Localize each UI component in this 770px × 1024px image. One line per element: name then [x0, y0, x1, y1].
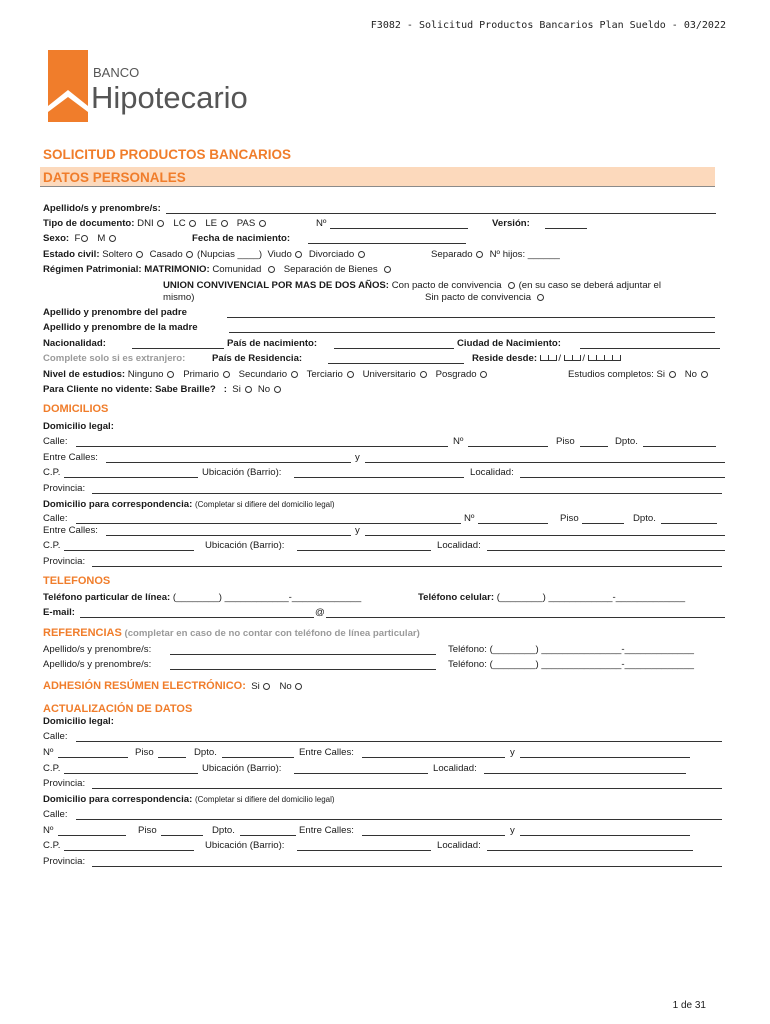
estado-civil-row: Estado civil: Soltero Casado (Nupcias ____) Viudo Divorciado: [43, 249, 366, 260]
nacionalidad-label: Nacionalidad:: [43, 338, 106, 349]
piso-field[interactable]: [580, 446, 608, 447]
completos-no-radio[interactable]: [701, 371, 708, 378]
nro-label: Nº: [316, 218, 327, 229]
apellidos-label: Apellido/s y prenombre/s:: [43, 203, 161, 214]
reside-row: Reside desde: / /: [472, 353, 620, 364]
separacion-radio[interactable]: [384, 266, 391, 273]
act-corr-y-label: y: [510, 825, 515, 836]
calle-label: Calle:: [43, 436, 68, 447]
adhesion-row: ADHESIÓN RESÚMEN ELECTRÓNICO: Si No: [43, 680, 303, 692]
tipo-doc-row: Tipo de documento: DNI LC LE PAS: [43, 218, 267, 229]
corr-nro-field[interactable]: [478, 523, 548, 524]
corr-dpto-field[interactable]: [661, 523, 717, 524]
corr-entre-field-2[interactable]: [365, 535, 725, 536]
pais-nac-field[interactable]: [334, 348, 454, 349]
corr-piso-field[interactable]: [582, 523, 624, 524]
lc-radio[interactable]: [189, 220, 196, 227]
section-heading: DATOS PERSONALES: [43, 170, 186, 185]
sexo-row: Sexo: F M: [43, 233, 117, 244]
corr-cp-field[interactable]: [64, 550, 194, 551]
act-provincia-field[interactable]: [92, 788, 722, 789]
cp-field[interactable]: [64, 477, 198, 478]
ubicacion-field[interactable]: [294, 477, 464, 478]
telefonos-heading: TELEFONOS: [43, 575, 111, 587]
provincia-field[interactable]: [92, 493, 722, 494]
corr-cp-label: C.P.: [43, 540, 61, 551]
svg-text:BANCO: BANCO: [93, 65, 140, 80]
union-row: UNION CONVIVENCIAL POR MAS DE DOS AÑOS: Con pacto de convivencia (en su caso se deberá adjuntar el: [163, 280, 661, 291]
act-corr-dpto-label: Dpto.: [212, 825, 235, 836]
localidad-field[interactable]: [520, 477, 725, 478]
act-corr-localidad-label: Localidad:: [437, 840, 481, 851]
email-field-domain[interactable]: [326, 617, 725, 618]
padre-label: Apellido y prenombre del padre: [43, 307, 187, 318]
act-calle-label: Calle:: [43, 731, 68, 742]
ref-tel-row-2: Teléfono: (________) _______________-_____________: [448, 659, 694, 670]
completos-row: Estudios completos: Si No: [568, 369, 709, 380]
extranjero-label: Complete solo si es extranjero:: [43, 353, 186, 364]
corr-piso-label: Piso: [560, 513, 579, 524]
adhesion-si-radio[interactable]: [263, 683, 270, 690]
act-ubicacion-label: Ubicación (Barrio):: [202, 763, 282, 774]
y-label: y: [355, 452, 360, 463]
act-corr-provincia-field[interactable]: [92, 866, 722, 867]
act-corr-calle-label: Calle:: [43, 809, 68, 820]
act-corr-nro-label: Nº: [43, 825, 54, 836]
pais-nac-label: País de nacimiento:: [227, 338, 318, 349]
version-label: Versión:: [492, 218, 530, 229]
at-sign: @: [315, 607, 325, 618]
dpto-field[interactable]: [643, 446, 716, 447]
act-nro-label: Nº: [43, 747, 54, 758]
act-cp-field[interactable]: [64, 773, 198, 774]
page-title: SOLICITUD PRODUCTOS BANCARIOS: [43, 147, 292, 162]
act-cp-label: C.P.: [43, 763, 61, 774]
tel-celular-row: Teléfono celular: (________) ____________-_____________: [418, 592, 686, 603]
ref-tel-row-1: Teléfono: (________) _______________-_____________: [448, 644, 694, 655]
pais-res-field[interactable]: [328, 363, 464, 364]
corr-provincia-field[interactable]: [92, 566, 722, 567]
mismo-text: mismo): [163, 292, 195, 303]
casado-radio[interactable]: [186, 251, 193, 258]
nro-label: Nº: [453, 436, 464, 447]
piso-label: Piso: [556, 436, 575, 447]
viudo-radio[interactable]: [295, 251, 302, 258]
nro-doc-field[interactable]: [330, 228, 468, 229]
act-legal-label: Domicilio legal:: [43, 716, 114, 727]
secundario-radio[interactable]: [291, 371, 298, 378]
act-dpto-label: Dpto.: [194, 747, 217, 758]
universitario-radio[interactable]: [420, 371, 427, 378]
ref-apellidos-field-2[interactable]: [170, 669, 436, 670]
page-number: 1 de 31: [672, 1000, 706, 1011]
terciario-radio[interactable]: [347, 371, 354, 378]
padre-field[interactable]: [227, 317, 715, 318]
act-entre-label: Entre Calles:: [299, 747, 354, 758]
act-corr-entre-field-1[interactable]: [362, 835, 505, 836]
ubicacion-label: Ubicación (Barrio):: [202, 467, 282, 478]
separado-row: Separado Nº hijos: ______: [431, 249, 560, 260]
act-nro-field[interactable]: [58, 757, 128, 758]
con-pacto-radio[interactable]: [508, 282, 515, 289]
corr-localidad-field[interactable]: [487, 550, 725, 551]
nacionalidad-field[interactable]: [132, 348, 224, 349]
act-y-label: y: [510, 747, 515, 758]
domicilio-legal-label: Domicilio legal:: [43, 421, 114, 432]
entre-label: Entre Calles:: [43, 452, 98, 463]
dpto-label: Dpto.: [615, 436, 638, 447]
act-corr-ubicacion-field[interactable]: [297, 850, 431, 851]
ref-apellidos-field-1[interactable]: [170, 654, 436, 655]
email-field-user[interactable]: [80, 617, 314, 618]
corr-ubicacion-field[interactable]: [297, 550, 431, 551]
section-bar-datos-personales: [40, 167, 715, 187]
act-provincia-label: Provincia:: [43, 778, 86, 789]
ref-apellidos-label-2: Apellido/s y prenombre/s:: [43, 659, 152, 670]
fecha-nac-field[interactable]: [308, 243, 466, 244]
act-corr-piso-label: Piso: [138, 825, 157, 836]
braille-no-radio[interactable]: [274, 386, 281, 393]
posgrado-radio[interactable]: [480, 371, 487, 378]
ninguno-radio[interactable]: [167, 371, 174, 378]
referencias-heading-row: REFERENCIAS (completar en caso de no contar con teléfono de línea particular): [43, 627, 420, 639]
entre-field-1[interactable]: [106, 462, 351, 463]
estudios-row: Nivel de estudios: Ninguno Primario Secundario Terciario Universitario Posgrado: [43, 369, 488, 380]
act-corr-dpto-field[interactable]: [240, 835, 296, 836]
soltero-radio[interactable]: [136, 251, 143, 258]
svg-text:Hipotecario: Hipotecario: [91, 80, 248, 115]
primario-radio[interactable]: [223, 371, 230, 378]
f-radio[interactable]: [81, 235, 88, 242]
comunidad-radio[interactable]: [268, 266, 275, 273]
braille-si-radio[interactable]: [245, 386, 252, 393]
act-ubicacion-field[interactable]: [294, 773, 428, 774]
calle-field[interactable]: [76, 446, 448, 447]
act-piso-field[interactable]: [158, 757, 186, 758]
corr-provincia-label: Provincia:: [43, 556, 86, 567]
corr-entre-field-1[interactable]: [106, 535, 351, 536]
act-correspondencia-row: Domicilio para correspondencia: (Completar si difiere del domicilio legal): [43, 794, 335, 805]
ref-apellidos-label-1: Apellido/s y prenombre/s:: [43, 644, 152, 655]
corr-dpto-label: Dpto.: [633, 513, 656, 524]
act-corr-entre-label: Entre Calles:: [299, 825, 354, 836]
act-localidad-field[interactable]: [484, 773, 686, 774]
act-corr-ubicacion-label: Ubicación (Barrio):: [205, 840, 285, 851]
form-code: F3082 - Solicitud Productos Bancarios Plan Sueldo - 03/2022: [370, 20, 726, 31]
fecha-nac-label: Fecha de nacimiento:: [192, 233, 291, 244]
madre-field[interactable]: [229, 332, 715, 333]
bank-logo: [48, 50, 248, 122]
madre-label: Apellido y prenombre de la madre: [43, 322, 198, 333]
domicilios-heading: DOMICILIOS: [43, 403, 109, 415]
le-radio[interactable]: [221, 220, 228, 227]
act-corr-calle-field[interactable]: [76, 819, 722, 820]
nro-field[interactable]: [468, 446, 548, 447]
corr-y-label: y: [355, 525, 360, 536]
ciudad-nac-field[interactable]: [580, 348, 720, 349]
corr-localidad-label: Localidad:: [437, 540, 481, 551]
act-entre-field-1[interactable]: [362, 757, 505, 758]
email-label: E-mail:: [43, 607, 75, 618]
localidad-label: Localidad:: [470, 467, 514, 478]
version-field[interactable]: [545, 228, 587, 229]
entre-field-2[interactable]: [365, 462, 725, 463]
act-dpto-field[interactable]: [222, 757, 294, 758]
act-localidad-label: Localidad:: [433, 763, 477, 774]
corr-calle-label: Calle:: [43, 513, 68, 524]
act-corr-piso-field[interactable]: [161, 835, 203, 836]
act-calle-field[interactable]: [76, 741, 722, 742]
corr-entre-label: Entre Calles:: [43, 525, 98, 536]
act-corr-entre-field-2[interactable]: [520, 835, 690, 836]
correspondencia-row: Domicilio para correspondencia: (Completar si difiere del domicilio legal): [43, 499, 335, 510]
corr-ubicacion-label: Ubicación (Barrio):: [205, 540, 285, 551]
act-corr-provincia-label: Provincia:: [43, 856, 86, 867]
ciudad-nac-label: Ciudad de Nacimiento:: [457, 338, 561, 349]
dni-radio[interactable]: [157, 220, 164, 227]
separado-radio[interactable]: [476, 251, 483, 258]
act-corr-localidad-field[interactable]: [487, 850, 693, 851]
act-piso-label: Piso: [135, 747, 154, 758]
tel-particular-row: Teléfono particular de línea: (________) ____________-_____________: [43, 592, 362, 603]
act-corr-nro-field[interactable]: [58, 835, 126, 836]
corr-calle-field[interactable]: [76, 523, 461, 524]
corr-nro-label: Nº: [464, 513, 475, 524]
braille-row: Para Cliente no vidente: Sabe Braille? : Si No: [43, 384, 282, 395]
provincia-label: Provincia:: [43, 483, 86, 494]
completos-si-radio[interactable]: [669, 371, 676, 378]
pais-res-label: País de Residencia:: [212, 353, 303, 364]
act-corr-cp-label: C.P.: [43, 840, 61, 851]
act-entre-field-2[interactable]: [520, 757, 690, 758]
apellidos-field[interactable]: [166, 213, 716, 214]
m-radio[interactable]: [109, 235, 116, 242]
sin-pacto-row: Sin pacto de convivencia: [425, 292, 545, 303]
actualizacion-heading: ACTUALIZACIÓN DE DATOS: [43, 703, 193, 715]
regimen-row: Régimen Patrimonial: MATRIMONIO: Comunidad Separación de Bienes: [43, 264, 392, 275]
pas-radio[interactable]: [259, 220, 266, 227]
divorciado-radio[interactable]: [358, 251, 365, 258]
act-corr-cp-field[interactable]: [64, 850, 194, 851]
adhesion-no-radio[interactable]: [295, 683, 302, 690]
cp-label: C.P.: [43, 467, 61, 478]
sin-pacto-radio[interactable]: [537, 294, 544, 301]
